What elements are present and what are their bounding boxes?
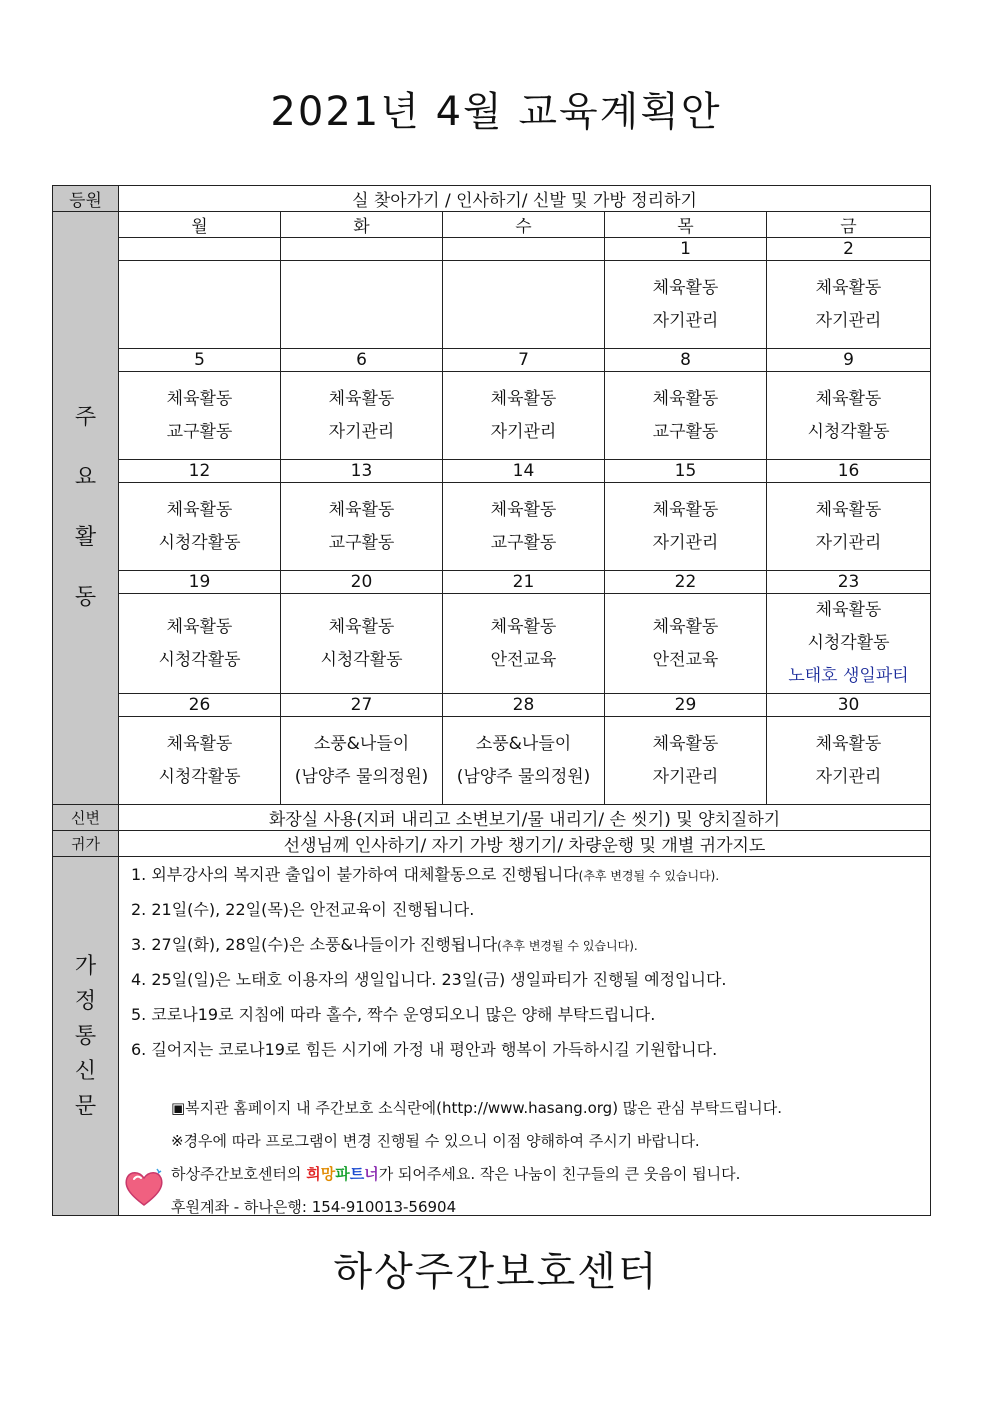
- education-plan-table: [52, 185, 931, 1216]
- activity-cell: [119, 594, 281, 694]
- activity-item: 체육활동: [490, 499, 557, 520]
- activity-item: 체육활동: [652, 616, 719, 637]
- activity-item: 자기관리: [652, 532, 719, 553]
- day-number: 21: [443, 571, 605, 594]
- activity-cell: [119, 483, 281, 571]
- day-number: 30: [767, 694, 931, 717]
- activity-cell: [443, 372, 605, 460]
- partner-note: 하상주간보호센터의 희망파트너가 되어주세요. 작은 나눔이 친구들의 큰 웃음이 됩니다.: [171, 1165, 741, 1183]
- activity-item: 체육활동: [652, 499, 719, 520]
- birthday-party-note: 노태호 생일파티: [788, 666, 909, 686]
- weekday-wed: 수: [443, 212, 605, 238]
- center-name-footer: 하상주간보호센터: [333, 1249, 659, 1295]
- week-day-row: [53, 460, 931, 483]
- day-number: 9: [767, 349, 931, 372]
- activity-cell: [767, 372, 931, 460]
- week-day-row: [53, 571, 931, 594]
- activity-cell: [767, 483, 931, 571]
- activity-item: 자기관리: [490, 421, 557, 442]
- day-number: [443, 238, 605, 261]
- activity-cell: [281, 717, 443, 805]
- newsletter-body: [119, 857, 931, 1216]
- activity-item: 교구활동: [490, 532, 557, 553]
- activity-item: 체육활동: [815, 277, 882, 298]
- activity-cell: [119, 372, 281, 460]
- activity-cell: [767, 717, 931, 805]
- newsletter-item-1: 1. 외부강사의 복지관 출입이 불가하여 대체활동으로 진행됩니다(추후 변경될 수 있습니다).: [131, 865, 720, 884]
- day-number: 6: [281, 349, 443, 372]
- newsletter-item-6: 6. 길어지는 코로나19로 힘든 시기에 가정 내 평안과 행복이 가득하시길 기원합니다.: [131, 1040, 718, 1059]
- activity-item: 교구활동: [328, 532, 395, 553]
- activity-item: 체육활동: [328, 499, 395, 520]
- day-number: 19: [119, 571, 281, 594]
- activity-item: 소풍&나들이: [313, 733, 410, 754]
- activity-item: 체육활동: [166, 499, 233, 520]
- main-activities-label: 주 요 활 동: [53, 212, 119, 805]
- donation-account: 후원계좌 - 하나은행: 154-910013-56904: [171, 1198, 457, 1216]
- day-number: 22: [605, 571, 767, 594]
- activity-item: 시청각활동: [158, 649, 241, 670]
- activity-item: 체육활동: [815, 733, 882, 754]
- personal-care-text: 화장실 사용(지퍼 내리고 소변보기/물 내리기/ 손 씻기) 및 양치질하기: [119, 805, 931, 831]
- activity-item: 체육활동: [652, 733, 719, 754]
- activity-item: 체육활동: [490, 616, 557, 637]
- activity-item: 체육활동: [815, 499, 882, 520]
- weekday-tue: 화: [281, 212, 443, 238]
- activity-cell: [605, 372, 767, 460]
- weekday-thu: 목: [605, 212, 767, 238]
- heart-icon: [121, 1165, 167, 1211]
- activity-item: 안전교육: [490, 649, 557, 670]
- activity-item: 체육활동: [490, 388, 557, 409]
- arrival-text: 실 찾아가기 / 인사하기/ 신발 및 가방 정리하기: [119, 186, 931, 212]
- personal-care-label: 신변: [53, 805, 119, 831]
- arrival-label: 등원: [53, 186, 119, 212]
- activity-item: 교구활동: [652, 421, 719, 442]
- activity-cell: [443, 261, 605, 349]
- day-number: 29: [605, 694, 767, 717]
- activity-cell: [605, 261, 767, 349]
- activity-cell: [119, 717, 281, 805]
- day-number: [119, 238, 281, 261]
- activity-cell: [281, 372, 443, 460]
- day-number: 12: [119, 460, 281, 483]
- activity-cell: [281, 261, 443, 349]
- activity-item: 시청각활동: [320, 649, 403, 670]
- week-activity-row: [53, 372, 931, 460]
- day-number: 16: [767, 460, 931, 483]
- activity-item: 소풍&나들이: [475, 733, 572, 754]
- activity-item: 시청각활동: [807, 421, 890, 442]
- activity-item: 체육활동: [815, 600, 882, 620]
- newsletter-label: 가 정 통 신 문: [53, 857, 119, 1216]
- activity-item: 교구활동: [166, 421, 233, 442]
- newsletter-item-2: 2. 21일(수), 22일(목)은 안전교육이 진행됩니다.: [131, 900, 475, 919]
- week-day-row: [53, 238, 931, 261]
- activity-item: 체육활동: [166, 733, 233, 754]
- week-activity-row: [53, 483, 931, 571]
- activity-item: 체육활동: [166, 616, 233, 637]
- activity-item: 자기관리: [652, 310, 719, 331]
- activity-item: 자기관리: [815, 766, 882, 787]
- activity-cell: [767, 261, 931, 349]
- activity-cell: [767, 594, 931, 694]
- activity-cell: [443, 483, 605, 571]
- activity-item: 자기관리: [815, 310, 882, 331]
- newsletter-item-4: 4. 25일(일)은 노태호 이용자의 생일입니다. 23일(금) 생일파티가 진행될 예정입니다.: [131, 970, 727, 989]
- week-activity-row: [53, 261, 931, 349]
- day-number: 15: [605, 460, 767, 483]
- activity-cell: [443, 717, 605, 805]
- departure-text: 선생님께 인사하기/ 자기 가방 챙기기/ 차량운행 및 개별 귀가지도: [119, 831, 931, 857]
- week-day-row: [53, 349, 931, 372]
- day-number: [281, 238, 443, 261]
- weekday-mon: 월: [119, 212, 281, 238]
- weekday-fri: 금: [767, 212, 931, 238]
- activity-cell: [119, 261, 281, 349]
- activity-item: 시청각활동: [158, 766, 241, 787]
- day-number: 20: [281, 571, 443, 594]
- activity-item: (남양주 물의정원): [456, 766, 591, 787]
- homepage-note: ▣복지관 홈페이지 내 주간보호 소식란에(http://www.hasang.org) 많은 관심 부탁드립니다.: [171, 1099, 783, 1117]
- activity-cell: [281, 594, 443, 694]
- newsletter-item-3: 3. 27일(화), 28일(수)은 소풍&나들이가 진행됩니다(추후 변경될 수 있습니다).: [131, 935, 638, 954]
- activity-cell: [281, 483, 443, 571]
- day-number: 13: [281, 460, 443, 483]
- day-number: 2: [767, 238, 931, 261]
- newsletter-list: [119, 857, 930, 1071]
- day-number: 27: [281, 694, 443, 717]
- activity-item: 시청각활동: [158, 532, 241, 553]
- day-number: 23: [767, 571, 931, 594]
- activity-item: 자기관리: [815, 532, 882, 553]
- newsletter-notes: [171, 1097, 782, 1216]
- activity-item: 체육활동: [652, 277, 719, 298]
- activity-item: (남양주 물의정원): [294, 766, 429, 787]
- activity-item: 체육활동: [652, 388, 719, 409]
- activity-cell: [605, 717, 767, 805]
- activity-item: 체육활동: [328, 388, 395, 409]
- day-number: 5: [119, 349, 281, 372]
- day-number: 1: [605, 238, 767, 261]
- week-activity-row: [53, 717, 931, 805]
- departure-label: 귀가: [53, 831, 119, 857]
- activity-cell: [605, 594, 767, 694]
- activity-item: 시청각활동: [807, 633, 890, 653]
- week-day-row: [53, 694, 931, 717]
- activity-item: 자기관리: [328, 421, 395, 442]
- activity-item: 체육활동: [166, 388, 233, 409]
- day-number: 7: [443, 349, 605, 372]
- activity-item: 자기관리: [652, 766, 719, 787]
- newsletter-item-5: 5. 코로나19로 지침에 따라 홀수, 짝수 운영되오니 많은 양해 부탁드립니다.: [131, 1005, 656, 1024]
- activity-cell: [605, 483, 767, 571]
- activity-item: 체육활동: [815, 388, 882, 409]
- week-activity-row: [53, 594, 931, 694]
- activity-item: 체육활동: [328, 616, 395, 637]
- change-note: ※경우에 따라 프로그램이 변경 진행될 수 있으니 이점 양해하여 주시기 바랍니다.: [171, 1132, 700, 1150]
- activity-cell: [443, 594, 605, 694]
- day-number: 28: [443, 694, 605, 717]
- day-number: 8: [605, 349, 767, 372]
- page-title: 2021년 4월 교육계획안: [270, 89, 722, 135]
- activity-item: 안전교육: [652, 649, 719, 670]
- day-number: 14: [443, 460, 605, 483]
- day-number: 26: [119, 694, 281, 717]
